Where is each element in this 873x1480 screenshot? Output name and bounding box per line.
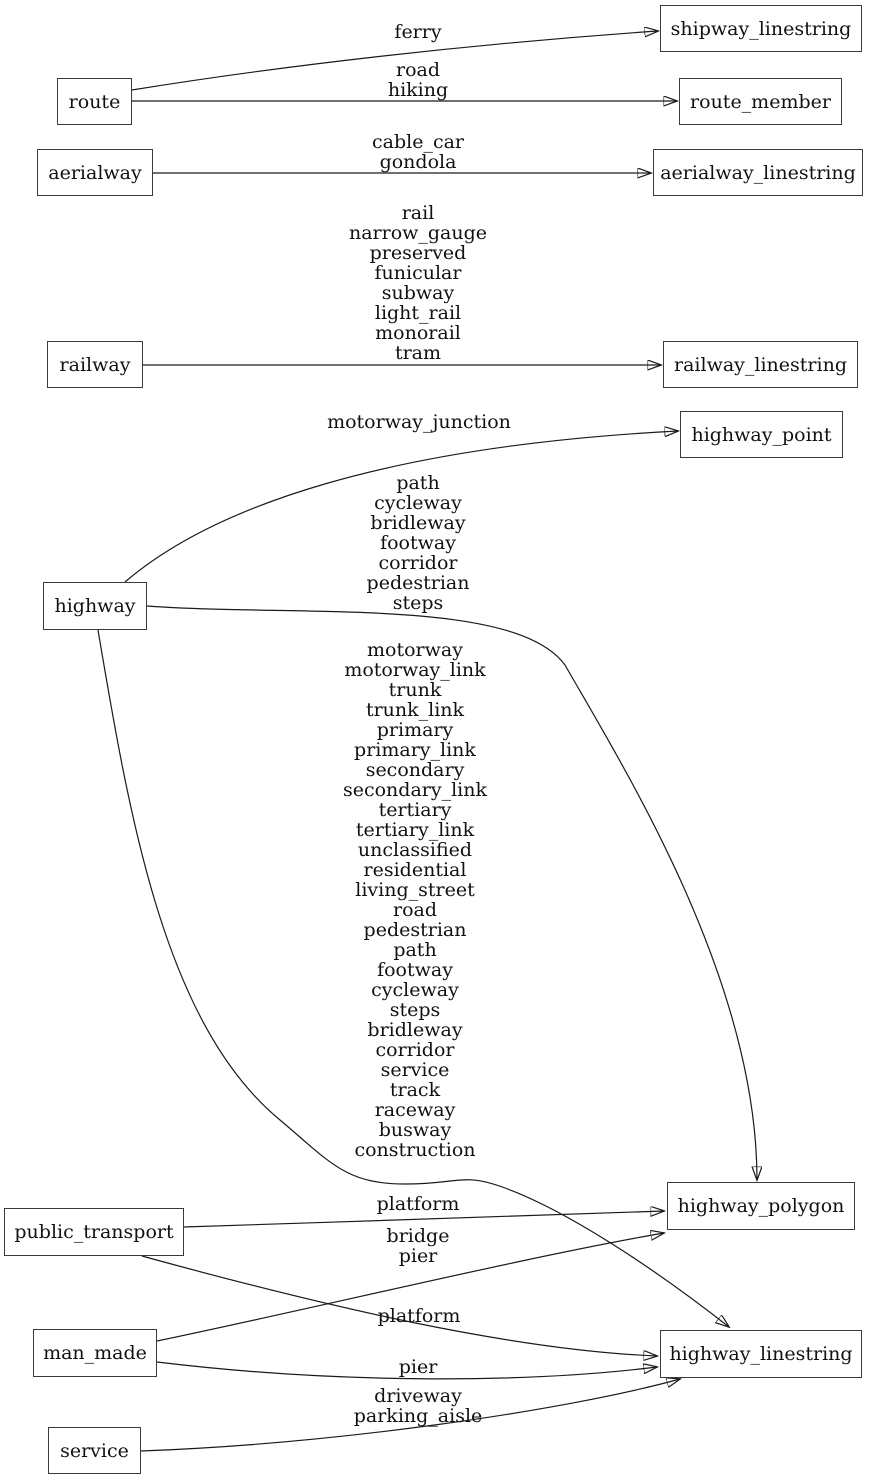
edge-label-line: hiking (387, 79, 449, 101)
edge-label-platform-linestring (378, 1306, 461, 1326)
node-railway: railway (47, 341, 143, 388)
edge-label-line: road (395, 59, 440, 81)
edge-label-line: motorway (367, 639, 463, 661)
edge-label-line: service (380, 1059, 450, 1081)
edge-label-line: trunk_link (365, 699, 465, 721)
edge-label-line: parking_aisle (353, 1405, 483, 1427)
node-man-made: man_made (33, 1329, 157, 1377)
edge-label-line: tram (394, 342, 442, 364)
edge-label-line: pedestrian (363, 919, 467, 941)
edge-label-bridge-pier (387, 1226, 450, 1266)
node-railway-linestring: railway_linestring (663, 341, 858, 388)
edge-label-line: path (396, 472, 440, 494)
edge-label-line: residential (363, 859, 467, 881)
edge-label-line: footway (377, 959, 453, 981)
node-shipway-linestring: shipway_linestring (660, 5, 862, 52)
node-public-transport: public_transport (4, 1208, 184, 1256)
edge-label-line: steps (389, 999, 441, 1021)
edge-label-line: secondary_link (342, 779, 488, 801)
edge-label-line: driveway (374, 1385, 462, 1407)
edge-label-line: footway (380, 532, 456, 554)
edge-label-line: road (392, 899, 437, 921)
node-highway-polygon: highway_polygon (667, 1182, 855, 1230)
edge-label-line: rail (401, 202, 435, 224)
edge-label-line: bridge (386, 1225, 450, 1247)
edge-label-line: primary (376, 719, 454, 741)
node-route: route (57, 78, 132, 125)
edge-label-railway-types (349, 203, 487, 363)
node-service: service (48, 1427, 141, 1474)
node-route-member: route_member (679, 78, 842, 125)
edge-label-line: funicular (374, 262, 462, 284)
node-highway-point: highway_point (680, 411, 843, 458)
edge-label-ferry (394, 22, 441, 42)
edge-label-line: track (389, 1079, 441, 1101)
edge-label-line: ferry (394, 21, 442, 43)
edge-label-line: monorail (375, 322, 461, 344)
node-aerialway: aerialway (37, 149, 153, 196)
edge-label-line: corridor (375, 1039, 455, 1061)
edge-label-line: pier (398, 1245, 438, 1267)
edge-label-line: tertiary_link (355, 819, 475, 841)
edge-label-line: unclassified (357, 839, 473, 861)
edge-label-line: tertiary (378, 799, 452, 821)
edge-label-line: busway (378, 1119, 452, 1141)
edge-label-line: steps (392, 592, 444, 614)
edge-label-line: cycleway (371, 979, 459, 1001)
edge-label-cable-car-gondola (372, 132, 464, 172)
edge-label-highway-polygon-types (367, 473, 470, 613)
edge-label-platform-polygon (377, 1194, 460, 1214)
node-highway: highway (43, 582, 147, 630)
edge-label-line: motorway_junction (327, 411, 511, 433)
edge-label-line: raceway (374, 1099, 456, 1121)
edge-label-line: motorway_link (344, 659, 486, 681)
edge-label-driveway-parking-aisle (354, 1386, 483, 1426)
edge-label-line: platform (376, 1193, 460, 1215)
edge-label-line: pedestrian (366, 572, 470, 594)
edge-label-line: pier (398, 1356, 438, 1378)
node-aerialway-linestring: aerialway_linestring (653, 149, 863, 196)
edge-label-line: corridor (378, 552, 458, 574)
edge-label-line: bridleway (367, 1019, 463, 1041)
edge-label-line: primary_link (354, 739, 476, 761)
edge-label-pier-linestring (399, 1357, 438, 1377)
edge-label-line: cable_car (371, 131, 465, 153)
edge-label-line: narrow_gauge (348, 222, 488, 244)
node-highway-linestring: highway_linestring (660, 1330, 862, 1378)
edge-label-line: preserved (369, 242, 467, 264)
edge-label-line: construction (354, 1139, 476, 1161)
edge-label-line: gondola (379, 151, 457, 173)
edge-label-motorway-junction (327, 412, 511, 432)
edge-label-line: path (393, 939, 437, 961)
edge-label-road-hiking (388, 60, 448, 100)
edge-label-line: platform (377, 1305, 461, 1327)
edge-label-line: trunk (388, 679, 442, 701)
edge-label-line: light_rail (374, 302, 462, 324)
edge-label-highway-linestring-types (343, 640, 487, 1160)
edge-label-line: living_street (355, 879, 475, 901)
edge-label-line: bridleway (370, 512, 466, 534)
edge-label-line: secondary (365, 759, 465, 781)
edge-label-line: cycleway (374, 492, 462, 514)
edge-label-line: subway (381, 282, 455, 304)
